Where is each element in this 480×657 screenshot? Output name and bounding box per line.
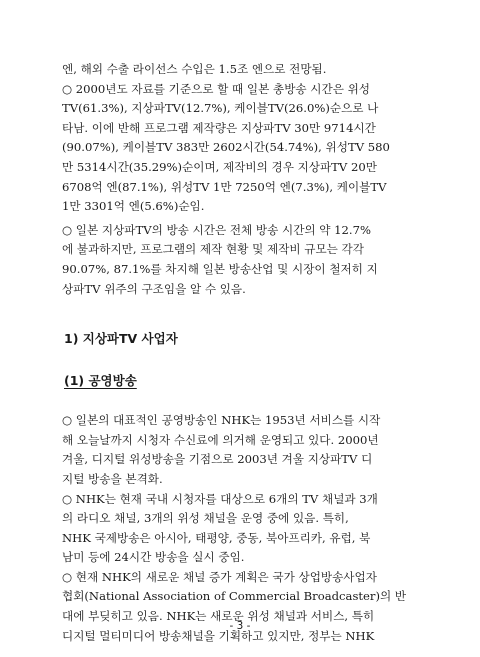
- text-line: ○ NHK는 현재 국내 시청자를 대상으로 6개의 TV 채널과 3개: [62, 491, 378, 506]
- text-line: TV(61.3%), 지상파TV(12.7%), 케이블TV(26.0%)순으로 나: [62, 101, 379, 116]
- text-line: 해 오늘날까지 시청자 수신료에 의거해 운영되고 있다. 2000년: [62, 432, 379, 447]
- paragraph-nhk-channels: [62, 490, 418, 568]
- paragraph-continuation: [62, 60, 418, 80]
- text-line: 만 5314시간(35.29%)순이며, 제작비의 경우 지상파TV 20만: [62, 159, 377, 174]
- text-line: 1만 3301억 엔(5.6%)순임.: [62, 199, 205, 214]
- text-line: 엔, 해외 수출 라이선스 수입은 1.5조 엔으로 전망됨.: [62, 62, 327, 76]
- text-line: ○ 현재 NHK의 새로운 채널 증가 계획은 국가 상업방송사업자: [62, 569, 377, 584]
- subsection-heading-text: (1) 공영방송: [64, 373, 137, 389]
- text-line: (90.07%), 케이블TV 383만 2602시간(54.74%), 위성TV 580: [62, 140, 390, 155]
- paragraph-broadcast-time-stats: [62, 80, 418, 217]
- text-line: 의 라디오 채널, 3개의 위성 채널을 운영 중에 있음. 특히,: [62, 511, 349, 526]
- section-heading: 1) 지상파TV 사업자: [64, 331, 178, 347]
- text-line: ○ 일본 지상파TV의 방송 시간은 전체 방송 시간의 약 12.7%: [62, 222, 372, 237]
- text-line: NHK 국제방송은 아시아, 태평양, 중동, 북아프리카, 유럽, 북: [62, 530, 371, 545]
- text-line: 협회(National Association of Commercial Broadcaster)의 반: [62, 589, 407, 604]
- text-line: 남미 등에 24시간 방송을 실시 중임.: [62, 550, 245, 565]
- paragraph-nhk-new-channels: [62, 568, 418, 646]
- text-line: 에 불과하지만, 프로그램의 제작 현황 및 제작비 규모는 각각: [62, 242, 364, 257]
- text-line: ○ 일본의 대표적인 공영방송인 NHK는 1953년 서비스를 시작: [62, 413, 381, 428]
- text-line: 대에 부딪히고 있음. NHK는 새로운 위성 채널과 서비스, 특히: [62, 609, 375, 624]
- text-line: 지털 방송을 본격화.: [62, 471, 163, 486]
- text-line: 6708억 엔(87.1%), 위성TV 1만 7250억 엔(7.3%), 케이블TV: [62, 179, 387, 194]
- text-line: 타남. 이에 반해 프로그램 제작량은 지상파TV 30만 9714시간: [62, 120, 376, 135]
- text-line: 상파TV 위주의 구조임을 알 수 있음.: [62, 281, 246, 296]
- text-line: ○ 2000년도 자료를 기준으로 할 때 일본 총방송 시간은 위성: [62, 81, 370, 96]
- text-line: 겨울, 디지털 위성방송을 기점으로 2003년 겨울 지상파TV 디: [62, 452, 373, 467]
- page-number: - 3 -: [229, 620, 251, 632]
- subsection-heading: [64, 371, 418, 389]
- text-line: 90.07%, 87.1%를 차지해 일본 방송산업 및 시장이 철저히 지: [62, 261, 378, 276]
- text-line: 디지털 멀티미디어 방송채널을 기획하고 있지만, 정부는 NHK: [62, 628, 375, 643]
- paragraph-terrestrial-share: [62, 221, 418, 299]
- paragraph-nhk-history: [62, 411, 418, 489]
